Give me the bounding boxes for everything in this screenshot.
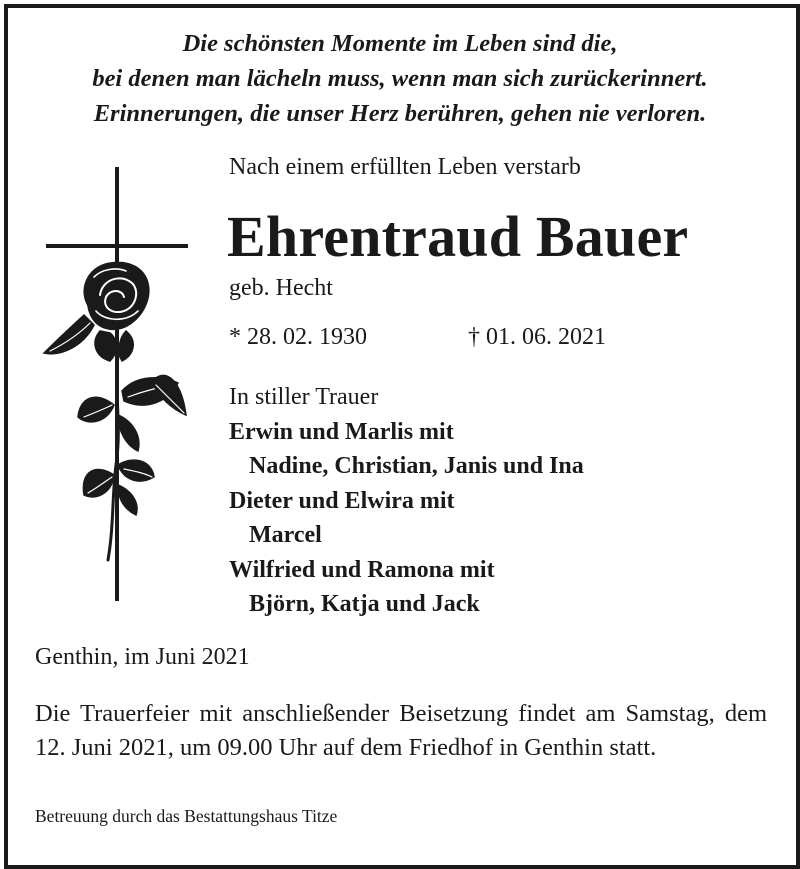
funeral-home-note: Betreuung durch das Bestattungshaus Titze bbox=[35, 806, 338, 826]
motto-line: Erinnerungen, die unser Herz berühren, gehen nie verloren. bbox=[93, 100, 707, 127]
birth-name: geb. Hecht bbox=[229, 275, 333, 301]
family-children: Nadine, Christian, Janis und Ina bbox=[249, 453, 584, 479]
cross-with-rose-icon bbox=[40, 165, 200, 605]
service-announcement: Die Trauerfeier mit anschließender Beisetzung findet am Samstag, dem 12. Juni 2021, um 09.00 Uhr auf dem Friedhof in Genthin statt. bbox=[35, 700, 767, 761]
family-children: Björn, Katja und Jack bbox=[249, 591, 480, 617]
intro-text: Nach einem erfüllten Leben verstarb bbox=[229, 154, 581, 180]
birth-date: * 28. 02. 1930 bbox=[229, 324, 367, 350]
place-date: Genthin, im Juni 2021 bbox=[35, 644, 250, 670]
mourners-block bbox=[229, 380, 584, 622]
mourners-label: In stiller Trauer bbox=[229, 384, 379, 410]
motto-line: Die schönsten Momente im Leben sind die, bbox=[182, 30, 618, 57]
family-children: Marcel bbox=[249, 522, 322, 548]
deceased-name: Ehrentraud Bauer bbox=[227, 204, 689, 269]
family-parents: Erwin und Marlis mit bbox=[229, 418, 454, 445]
motto-line: bei denen man lächeln muss, wenn man sich zurückerinnert. bbox=[92, 65, 708, 92]
family-parents: Wilfried und Ramona mit bbox=[229, 556, 495, 583]
motto bbox=[0, 26, 800, 131]
family-parents: Dieter und Elwira mit bbox=[229, 487, 455, 514]
death-date: † 01. 06. 2021 bbox=[468, 324, 606, 350]
